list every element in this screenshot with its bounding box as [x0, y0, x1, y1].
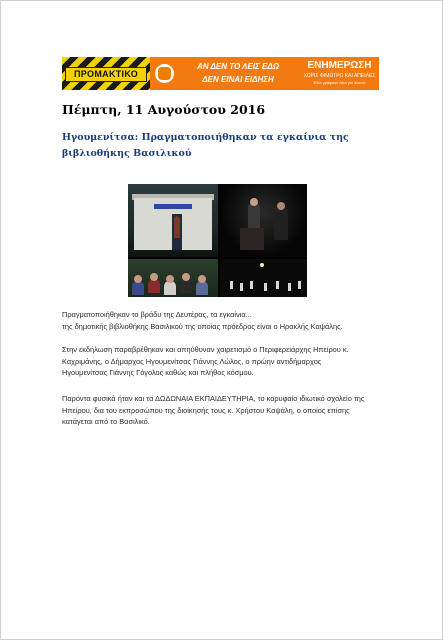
post-title[interactable]: Ηγουμενίτσα: Πραγματοποιήθηκαν τα εγκαίνια της βιβλιοθήκης Βασιλικού [62, 132, 349, 159]
chair [288, 283, 291, 291]
header-banner[interactable] [62, 57, 379, 90]
paragraph-line: Πραγματοποιήθηκαν το βράδυ της Δευτέρας, τα εγκαίνια... [62, 310, 252, 319]
post-date: Πέμπτη, 11 Αυγούστου 2016 [62, 102, 266, 117]
photo-library-building[interactable] [128, 184, 218, 257]
logo-text: ΠΡΟΜΑΚΤΙΚΟ [65, 67, 147, 82]
chair [276, 281, 279, 289]
speaker-figure-2 [274, 206, 288, 240]
paragraph-line: Ηπείρου, δια του εκπροσώπου της διοίκησής τους κ. Χρήστου Καψάλη, ο οποίος επίσης [62, 405, 350, 415]
photo-audience[interactable] [128, 259, 218, 297]
person-figure [174, 216, 180, 238]
audience-member [132, 281, 144, 295]
audience-head [150, 273, 158, 281]
site-logo[interactable] [62, 57, 150, 90]
audience-head [198, 275, 206, 283]
paragraph-line: Παρόντα φυσικά ήταν και τα ΔΩΔΩΝΑΙΑ ΕΚΠΑΙΔΕΥΤΗΡΙΑ, το κορυφαίο ιδιωτικό σχολείο της [62, 394, 365, 403]
paragraph-line: Στην εκδήλωση παραβρέθηκαν και απηύθυναν χαιρετισμό ο Περιφερειάρχης Ηπείρου κ. [62, 345, 349, 354]
paragraph-2 [62, 344, 392, 379]
photo-courtyard-night[interactable] [220, 259, 307, 297]
photo-speakers[interactable] [220, 184, 307, 257]
banner-slogan [179, 60, 297, 87]
podium [240, 228, 264, 250]
chair [298, 281, 301, 289]
audience-member [196, 281, 208, 295]
audience-member [180, 279, 192, 293]
audience-head [182, 273, 190, 281]
chair [240, 283, 243, 291]
paragraph-line: κατάγεται από το Βασιλικό. [62, 417, 150, 426]
paragraph-line: Καχριμάνης, ο Δήμαρχος Ηγουμενίτσας Γιάννης Λώλος, ο πρώην αντιδήμαρχος [62, 356, 322, 366]
banner-right-tiny: Εδώ γράφουν όλοι για όλους! [313, 80, 366, 85]
audience-head [166, 275, 174, 283]
photo-collage[interactable] [128, 184, 307, 297]
speaker-face-2 [277, 202, 285, 210]
chair [264, 283, 267, 291]
paragraph-line: Ηγουμενίτσας Γιάννης Γόγολος καθώς και πλήθος κόσμου. [62, 368, 254, 377]
slogan-line-2: ΔΕΝ ΕΙΝΑΙ ΕΙΔΗΣΗ [202, 75, 274, 84]
slogan-line-1: ΑΝ ΔΕΝ ΤΟ ΛΕΙΣ ΕΔΩ [197, 62, 279, 71]
audience-member [164, 281, 176, 295]
banner-right-title: ΕΝΗΜΕΡΩΣΗ [307, 60, 372, 71]
paragraph-line: της δημοτικής βιβλιοθήκης Βασιλικού της οποίας πρόεδρος είναι ο Ηρακλής Καψάλης. [62, 321, 343, 331]
paragraph-1 [62, 309, 392, 332]
light-spot [260, 263, 264, 267]
audience-head [134, 275, 142, 283]
speaker-face [250, 198, 258, 206]
paragraph-3 [62, 393, 392, 428]
banner-tagline [300, 57, 379, 90]
building-sign [154, 204, 192, 209]
blogger-icon [155, 64, 174, 83]
audience-member [148, 279, 160, 293]
banner-right-subtitle: ΧΩΡΙΣ ΦΙΜΩΤΡΟ ΚΑΙ ΑΠΕΙΛΕΣ [303, 73, 376, 79]
chair [230, 281, 233, 289]
chair [250, 281, 253, 289]
